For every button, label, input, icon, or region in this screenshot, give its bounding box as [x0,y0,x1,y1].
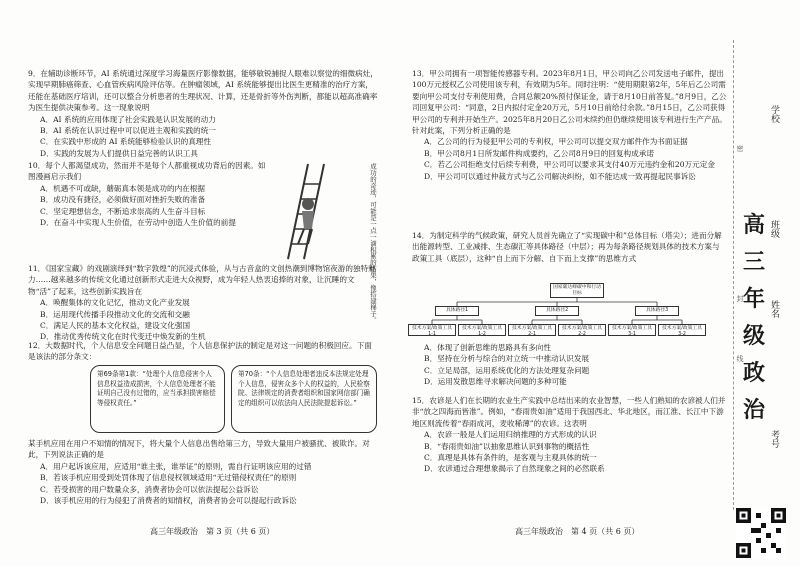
tree-mid-1: 具体路径1 [435,306,479,316]
title-char-5: 政 [743,360,766,386]
q15-option-b: B．“春雨贵如油”以抽象思维认识到事物的概括性 [424,441,590,451]
question-11 [28,263,378,343]
q9-option-a: A．AI 系统的应用体现了社会实践是认识发展的动力 [40,114,216,124]
q12-follow: 某手机应用在用户不知情的情况下，将大量个人信息出售给第三方，导致大量用户被骚扰、被欺诈。对此，下列说法正确的是 [28,439,370,460]
q10-option-b: B．成功没有捷径，必须做好面对挫折失败的准备 [40,195,206,205]
q12-option-a: A．用户起诉该应用，应适用“谁主张，谁举证”的原则，需自行证明该应用的过错 [40,461,312,471]
q11-option-d: D．推动优秀传统文化在时代变迁中焕发新的生机 [40,332,206,342]
question-9 [28,68,378,159]
q13-option-d: D．甲公司可以通过仲裁方式与乙公司解决纠纷，如不能达成一致再提起民事诉讼 [424,171,696,181]
seal-char-xian: 线 [736,355,744,362]
q10-option-c: C．坚定理想信念，不断追求崇高的人生奋斗目标 [40,206,206,216]
question-12 [28,340,378,363]
q9-option-d: D．实践的发展为人们提供日益完善的认识工具 [40,148,198,158]
law-article-69: 第69条第1款：“处理个人信息侵害个人信息权益造成损害，个人信息处理者不能证明自己没有过错的，应当承担损害赔偿等侵权责任。” [90,365,225,433]
left-page-footer: 高三年级政治 第 3 页（共 6 页） [150,527,275,536]
tree-leaf-2-1: 技术方案/政策工具2-1 [508,324,556,336]
q14-stem: 14．为制定科学的气候政策，研究人员首先确立了“实现碳中和”总体目标（塔尖）；进而分解出能源转型、工业减排、生态碳汇等具体路径（中层）；再为每条路径规划具体的技术方案与政策工具（底层），这种“自上而下分解、自下而上支撑”的思维方式 [412,231,722,263]
label-class: 班级 [769,220,779,238]
tree-root: 国家碳达峰碳中和行动目标 [550,283,604,298]
qr-code-icon [736,508,786,558]
q13-option-a: A．乙公司的行为侵犯甲公司的专利权，甲公司可以提交双方邮件作为书面证据 [424,137,688,147]
q12-option-c: C．若受损害的用户数量众多，消费者协会可以依法提起公益诉讼 [40,484,259,494]
tree-leaf-3-2: 技术方案/政策工具3-2 [658,324,706,336]
right-page [400,0,730,566]
q15-option-c: C．真理是具体有条件的，是客观与主观具体的统一 [424,453,597,463]
law-article-70: 第70条：“个人信息处理者违反本法规定处理个人信息，侵害众多个人的权益的，人民检察院、法律规定的消费者组织和国家网信部门确定的组织可以依法向人民法院提起诉讼。” [231,365,377,433]
q13-stem: 13．甲公司拥有一项智能传感器专利。2023年8月1日，甲公司向乙公司发送电子邮件，提出100万元授权乙公司使用该专利，有效期为5年。同时注明：“使用期限第2年，5年后乙公司需要向甲公司支付专利使用费，合同总额20%预付保证金，请于8月10日前答复。”8月9日，乙公司回复甲公司：“同意，2日内拟付定金20万元，5月10日前给付余款。”8月15日，乙公司获得甲公司的专利并开始生产。2025年8月20日乙公司未续约但仍继续使用该专利进行生产产品。针对此案，下列分析正确的是 [412,69,727,136]
q15-option-d: D．农谚通过合理想象揭示了自然现象之间的必然联系 [424,464,605,474]
q11-option-a: A．唤醒集体的文化记忆，推动文化产业发展 [40,298,190,308]
tree-mid-3: 具体路径3 [635,306,679,316]
seal-char-mi: 密 [736,145,744,152]
title-char-6: 治 [743,397,766,423]
seal-char-feng: 封 [736,295,744,302]
q10-option-d: D．在奋斗中实现人生价值，在劳动中创造人生价值的前提 [40,218,236,228]
q14-option-b: B．坚持在分析与综合的对立统一中推动认识发展 [424,354,590,364]
label-school: 学校 [769,105,779,123]
q14-option-c: C．立足局部，运用系统优化的方法处理复杂问题 [424,365,590,375]
question-10 [28,160,273,228]
q9-stem: 9．在辅助诊断环节，AI 系统通过深度学习海量医疗影像数据，能够敏锐捕捉人眼难以察觉的细微病灶，实现早期肺癌筛查、心血管疾病风险评估等。在肿瘤领域，AI 系统能够提出比医生更精准的治疗方案，还能在基础医疗培训，还可以整合分析患者的生理状况、计算，还是骨折等外伤判断，都能以超高准确率为医生提供决策参考。这一现象说明 [28,69,378,113]
title-char-4: 级 [743,323,766,349]
tree-leaf-1-1: 技术方案/政策工具1-1 [408,324,456,336]
comic-caption: 成功的奇迹，可能是一点一滴积累的结果，像搭建梯子。 [369,163,377,323]
q13-option-b: B．甲公司8月1日所发邮件构成要约，乙公司8月9日的回复构成承诺 [424,148,654,158]
tree-leaf-1-2: 技术方案/政策工具1-2 [458,324,506,336]
seal-line [733,40,734,510]
q12-option-b: B．若该手机应用受到处罚体现了信息侵权领域适用“无过错侵权责任”的原则 [40,473,297,483]
title-char-3: 年 [743,286,766,312]
q12-stem: 12．大数据时代，个人信息安全问题日益凸显，个人信息保护法的制定是对这一问题的积极回应。下面是该法的部分条文： [28,341,372,362]
q12-option-d: D．该手机应用的行为侵犯了消费者的知情权，消费者协会可以提起行政诉讼 [40,496,297,506]
q11-option-b: B．运用现代传播手段推动文化的交流和交融 [40,309,190,319]
tree-leaf-2-2: 技术方案/政策工具2-2 [558,324,606,336]
right-page-footer: 高三年级政治 第 4 页（共 6 页） [515,527,640,536]
q9-option-c: C．在实践中形成的 AI 系统能够检验认识的真理性 [40,137,211,147]
q13-option-c: C．若乙公司拒绝支付后续专利费，甲公司可以要求其支付40万元违约金和20万元定金 [424,160,715,170]
q11-option-c: C．满足人民的基本文化权益，建设文化强国 [40,321,191,331]
question-15 [412,395,727,475]
q11-stem: 11．《国家宝藏》的戏剧演绎到“数字敦煌”的沉浸式体验，从与古音盒的文创热潮到博物馆夜游的独特魅力……越来越多的传统文化通过创新形式走进大众视野，成为年轻人热衷追捧的对象，让沉睡的文物“活”了起来，这些创新实践旨在 [28,264,376,296]
q10-option-a: A．机遇不可或缺，蘑砺真本领是成功的内在根据 [40,183,205,193]
label-name: 姓名 [769,300,779,318]
q14-option-a: A．体现了创新思维的思路具有多向性 [424,343,551,352]
q15-stem: 15．农谚是人们在长期的农业生产实践中总结出来的农业智慧，一些人们熟知的农谚被人们并非“放之四海而皆准”。例如，“春雨贵如油”适用于我国西北、华北地区，而江淮、长江中下游地区则流传着“春雨成河，麦收稀薄”的农谚。这表明 [412,396,726,428]
tree-mid-2: 具体路径2 [535,306,579,316]
q15-option-a: A．农谚一般是人们运用归纳推理的方式形成的认识 [424,430,597,440]
tree-leaf-3-1: 技术方案/政策工具3-1 [608,324,656,336]
q14-option-d: D．运用发散思维寻求解决问题的多种可能 [424,377,567,387]
question-12-body [28,438,378,506]
title-char-2: 三 [743,249,766,275]
q9-option-b: B．AI 系统在认识过程中可以促进主观和实践的统一 [40,126,216,136]
question-14-options [412,342,727,388]
q10-stem: 10．每个人都渴望成功，然而并不是每个人都重视成功背后的因素。如图漫画启示我们 [28,161,266,182]
title-char-1: 高 [743,212,766,238]
label-exam-number: 考号 [769,430,779,448]
